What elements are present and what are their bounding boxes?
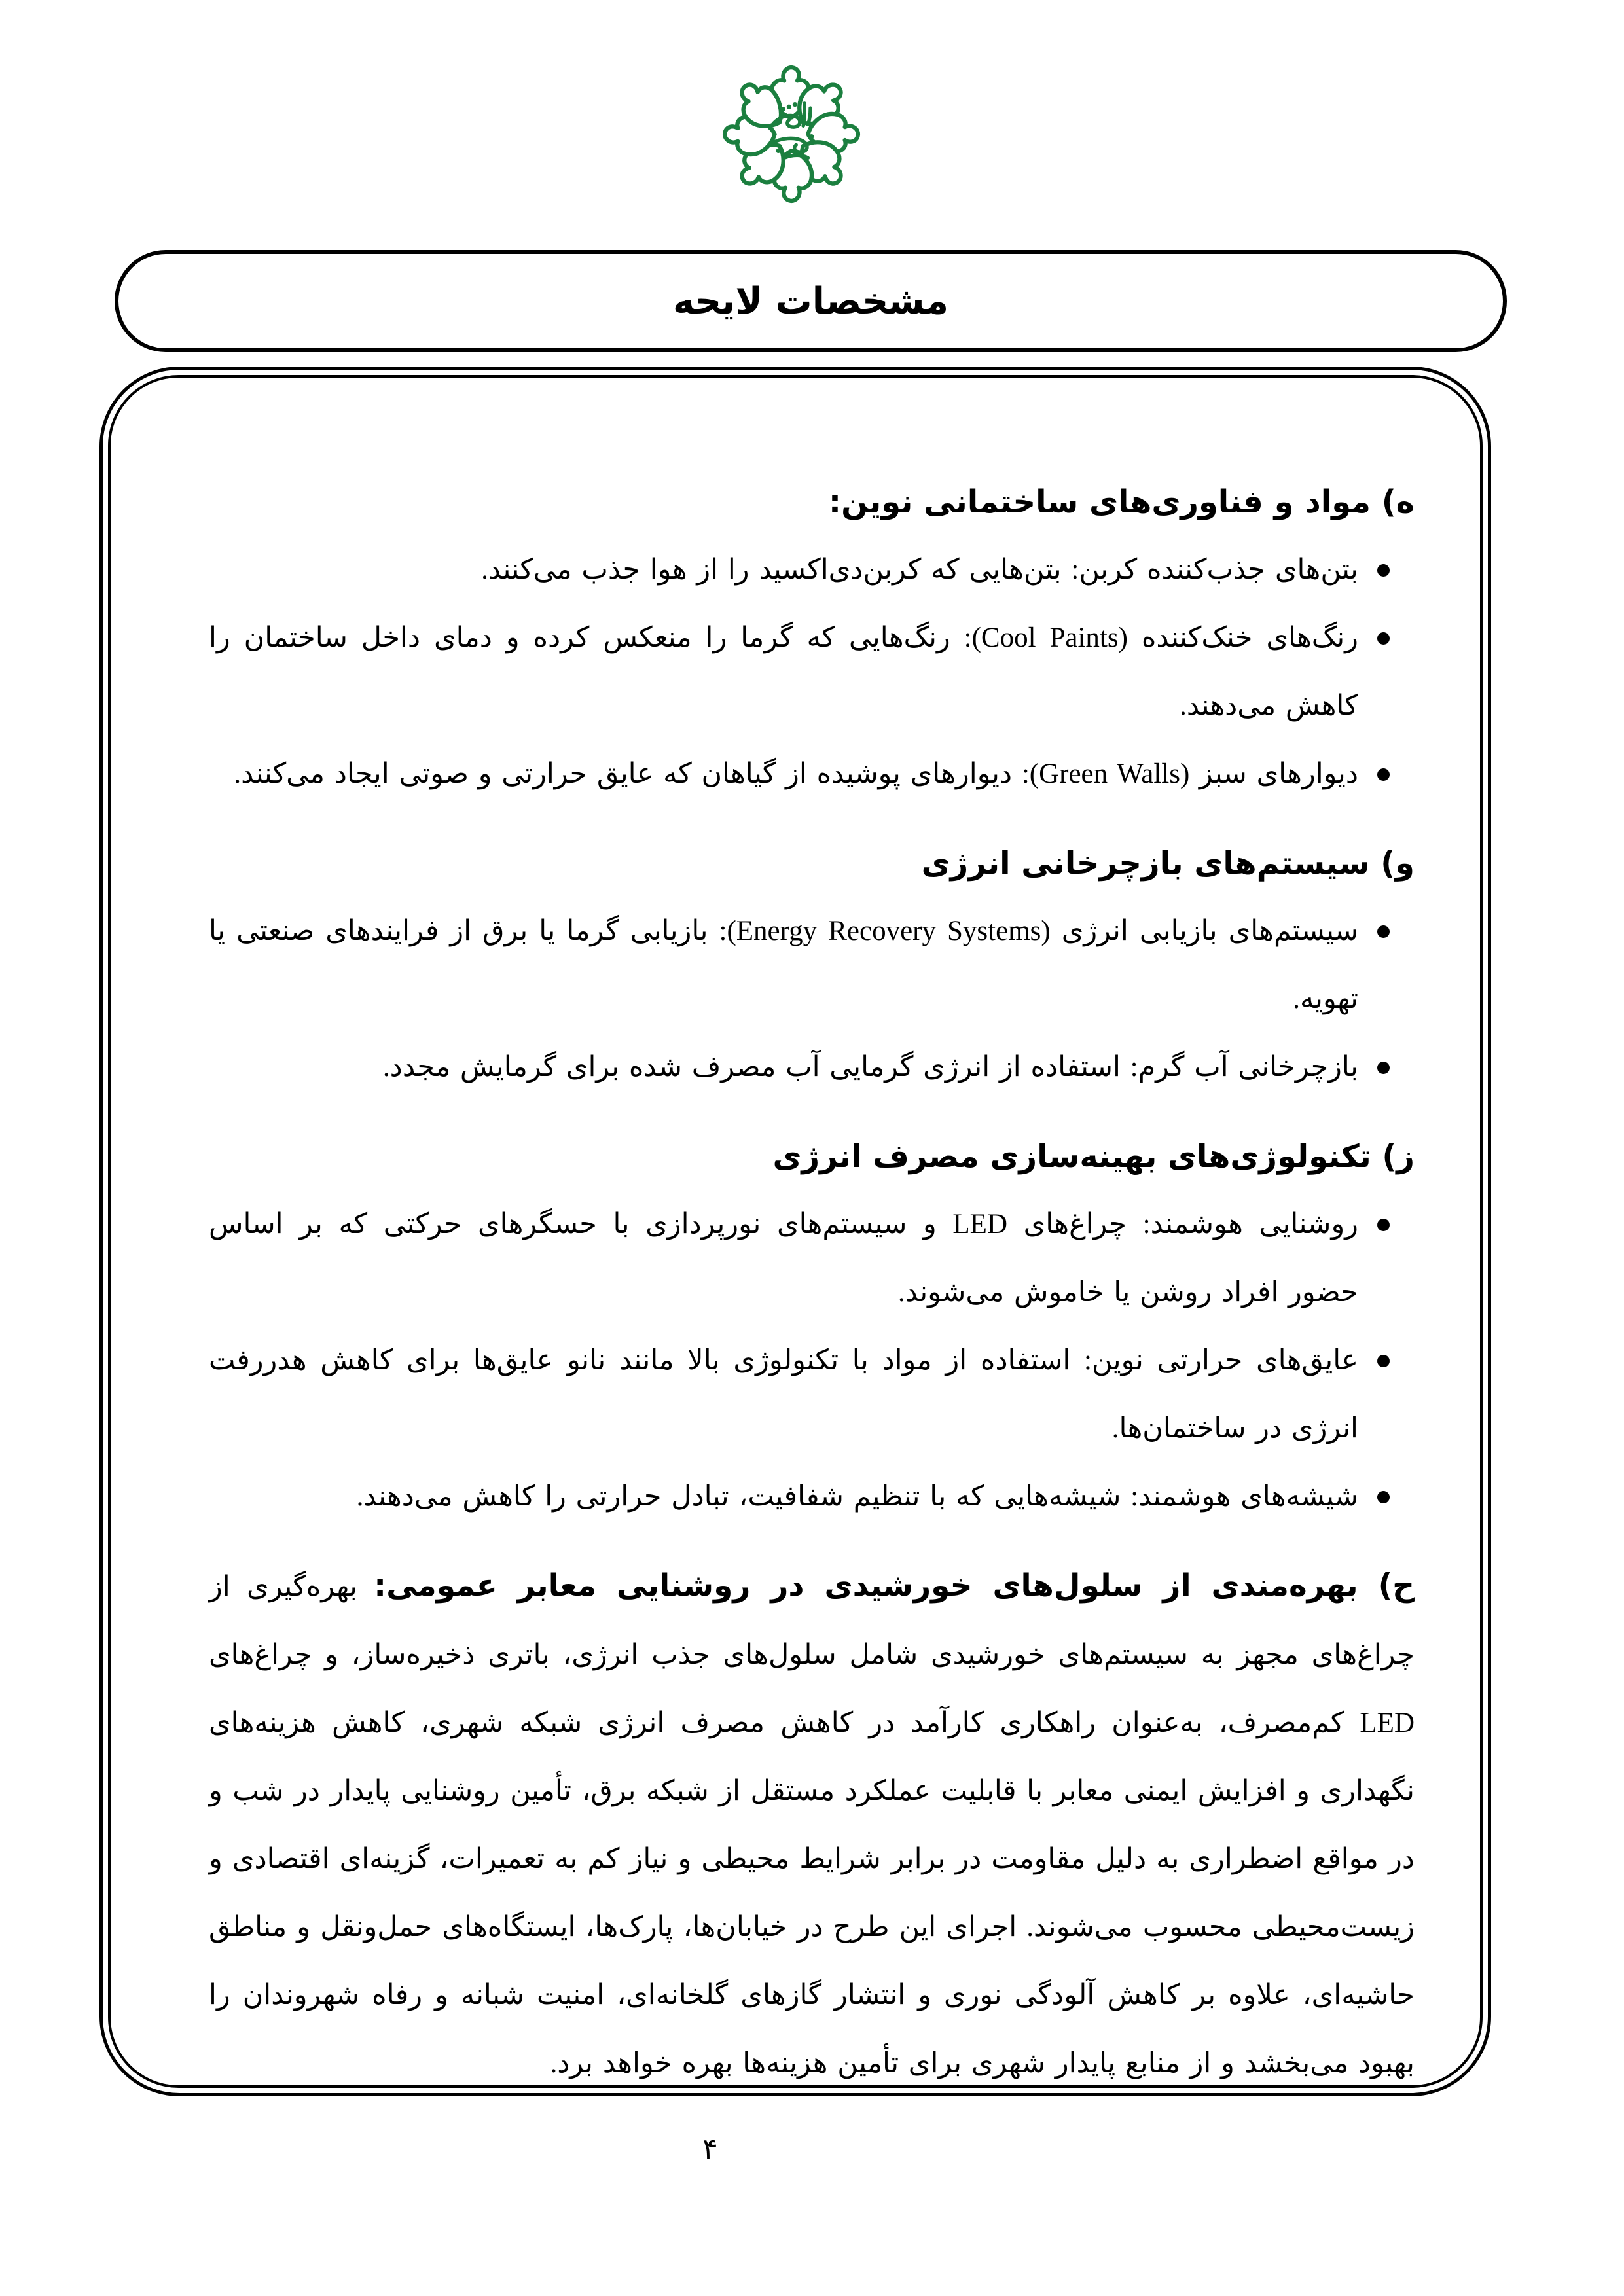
list-item-text: بتن‌های جذب‌کننده کربن: بتن‌هایی که کربن‌دی‌اکسید را از هوا جذب می‌کنند.	[481, 554, 1358, 585]
tehran-municipality-logo-icon	[712, 58, 871, 211]
bullet-icon	[1377, 1355, 1390, 1367]
list-item-text: دیوارهای سبز (Green Walls): دیوارهای پوشیده از گیاهان که عایق حرارتی و صوتی ایجاد می‌کنند.	[234, 759, 1358, 789]
paragraph-lead-heading: ح) بهره‌مندی از سلول‌های خورشیدی در روشنایی معابر عمومی:	[374, 1568, 1415, 1604]
section-heading-recycling-systems: و) سیستم‌های بازچرخانی انرژی	[921, 845, 1415, 882]
list-item	[209, 1191, 1415, 1327]
bullet-icon	[1377, 925, 1390, 938]
list-item-text: شیشه‌های هوشمند: شیشه‌هایی که با تنظیم شفافیت، تبادل حرارتی را کاهش می‌دهند.	[356, 1481, 1358, 1512]
paragraph-text: بهره‌گیری از چراغ‌های مجهز به سیستم‌های خورشیدی شامل سلول‌های جذب انرژی، باتری ذخیره‌ساز، و چراغ‌های LED کم‌مصرف، به‌عنوان راهکاری کارآمد در کاهش مصرف انرژی شبکه شهری، کاهش هزینه‌های نگهداری و افزایش ایمنی معابر با قابلیت عملکرد مستقل از شبکه برق، تأمین روشنایی پایدار در شب و در مواقع اضطراری به دلیل مقاومت در برابر شرایط محیطی و نیاز کم به تعمیرات، گزینه‌ای اقتصادی و زیست‌محیطی محسوب می‌شوند. اجرای این طرح در خیابان‌ها، پارک‌ها، ایستگاه‌های حمل‌ونقل و مناطق حاشیه‌ای، علاوه بر کاهش آلودگی نوری و انتشار گازهای گلخانه‌ای، امنیت شبانه و رفاه شهروندان را بهبود می‌بخشد و از منابع پایدار شهری برای تأمین هزینه‌ها بهره خواهد برد.	[209, 1571, 1415, 2079]
content-inner-border	[108, 375, 1483, 2088]
list-item	[209, 1327, 1415, 1463]
list-item	[209, 740, 1415, 808]
bullet-icon	[1377, 632, 1390, 645]
bullet-icon	[1377, 1491, 1390, 1503]
bullet-icon	[1377, 564, 1390, 577]
page-title: مشخصات لایحه	[672, 279, 949, 323]
section-heading-materials: ه) مواد و فناوری‌های ساختمانی نوین:	[828, 484, 1415, 520]
document-content	[209, 468, 1415, 2088]
header-title-box	[115, 250, 1507, 352]
list-item	[209, 604, 1415, 740]
list-item-text: بازچرخانی آب گرم: استفاده از انرژی گرمایی آب مصرف شده برای گرمایش مجدد.	[382, 1052, 1358, 1083]
list-item	[209, 1463, 1415, 1531]
logo-petals	[725, 67, 858, 201]
bullet-icon	[1377, 768, 1390, 781]
list-item-text: سیستم‌های بازیابی انرژی (Energy Recovery Systems): بازیابی گرما یا برق از فرایندهای صنعتی یا تهویه.	[209, 916, 1358, 1014]
section-heading-optimization-tech: ز) تکنولوژی‌های بهینه‌سازی مصرف انرژی	[772, 1138, 1415, 1175]
solar-cells-paragraph	[209, 1552, 1415, 2088]
list-item-text: عایق‌های حرارتی نوین: استفاده از مواد با تکنولوژی بالا مانند نانو عایق‌ها برای کاهش هدررفت انرژی در ساختمان‌ها.	[209, 1345, 1358, 1444]
list-item-text: رنگ‌های خنک‌کننده (Cool Paints): رنگ‌هایی که گرما را منعکس کرده و دمای داخل ساختمان را کاهش می‌دهند.	[209, 622, 1358, 721]
page-number: ۴	[702, 2132, 718, 2166]
list-item	[209, 536, 1415, 604]
list-item	[209, 897, 1415, 1033]
bullet-icon	[1377, 1062, 1390, 1074]
content-outer-border	[99, 367, 1491, 2096]
list-item-text: روشنایی هوشمند: چراغ‌های LED و سیستم‌های نورپردازی با حسگرهای حرکتی که بر اساس حضور افراد روشن یا خاموش می‌شوند.	[209, 1209, 1358, 1308]
list-item	[209, 1033, 1415, 1102]
bullet-icon	[1377, 1219, 1390, 1231]
